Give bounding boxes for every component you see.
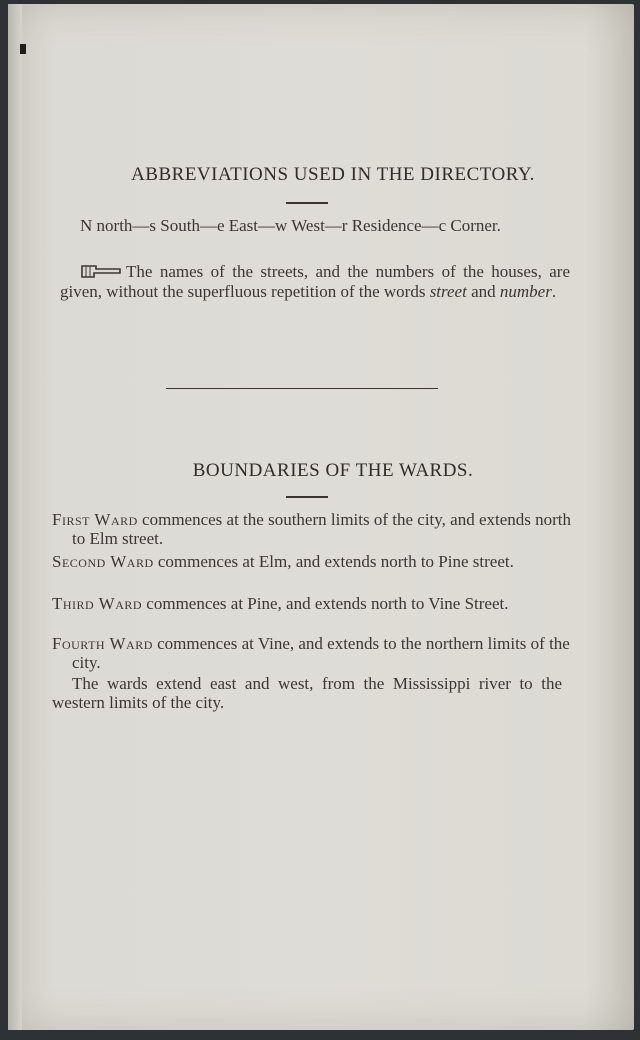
page-tab-mark <box>20 44 26 54</box>
ward-text: commences at Vine, and extends to the northern limits of the city. <box>72 634 570 672</box>
ward-entry <box>52 552 582 571</box>
ward-label: Fourth Ward <box>52 634 153 653</box>
page-spine <box>8 4 22 1030</box>
abbreviations-note <box>60 262 570 302</box>
ward-label: Second Ward <box>52 552 154 571</box>
section-divider <box>166 388 438 389</box>
ward-text: commences at Pine, and extends north to Vine Street. <box>142 594 509 613</box>
ward-label: First Ward <box>52 510 138 529</box>
book-page <box>8 4 634 1030</box>
ward-text: commences at the southern limits of the city, and extends north to Elm street. <box>72 510 572 548</box>
note-text: The names of the streets, and the numbers of the houses, are given, without the superfluous repetition of the words <box>60 262 570 301</box>
pointing-hand-icon <box>80 264 122 278</box>
note-street-word: street <box>429 282 467 301</box>
ward-entry <box>52 634 582 672</box>
abbreviations-heading: ABBREVIATIONS USED IN THE DIRECTORY. <box>131 164 535 185</box>
ward-entry <box>52 510 582 548</box>
note-number-word: number <box>499 282 552 301</box>
ward-label: Third Ward <box>52 594 143 613</box>
heading-rule <box>286 496 328 498</box>
ward-text: commences at Elm, and extends north to Pine street. <box>153 552 514 571</box>
note-and: and <box>466 282 500 301</box>
note-end: . <box>551 282 557 301</box>
ward-entry <box>52 594 582 613</box>
boundaries-heading: BOUNDARIES OF THE WARDS. <box>192 460 474 481</box>
closing-paragraph: The wards extend east and west, from the Mississippi river to the western limits of the city. <box>52 674 562 712</box>
heading-rule <box>286 202 328 204</box>
abbreviations-key: N north—s South—e East—w West—r Residence—c Corner. <box>80 216 501 235</box>
